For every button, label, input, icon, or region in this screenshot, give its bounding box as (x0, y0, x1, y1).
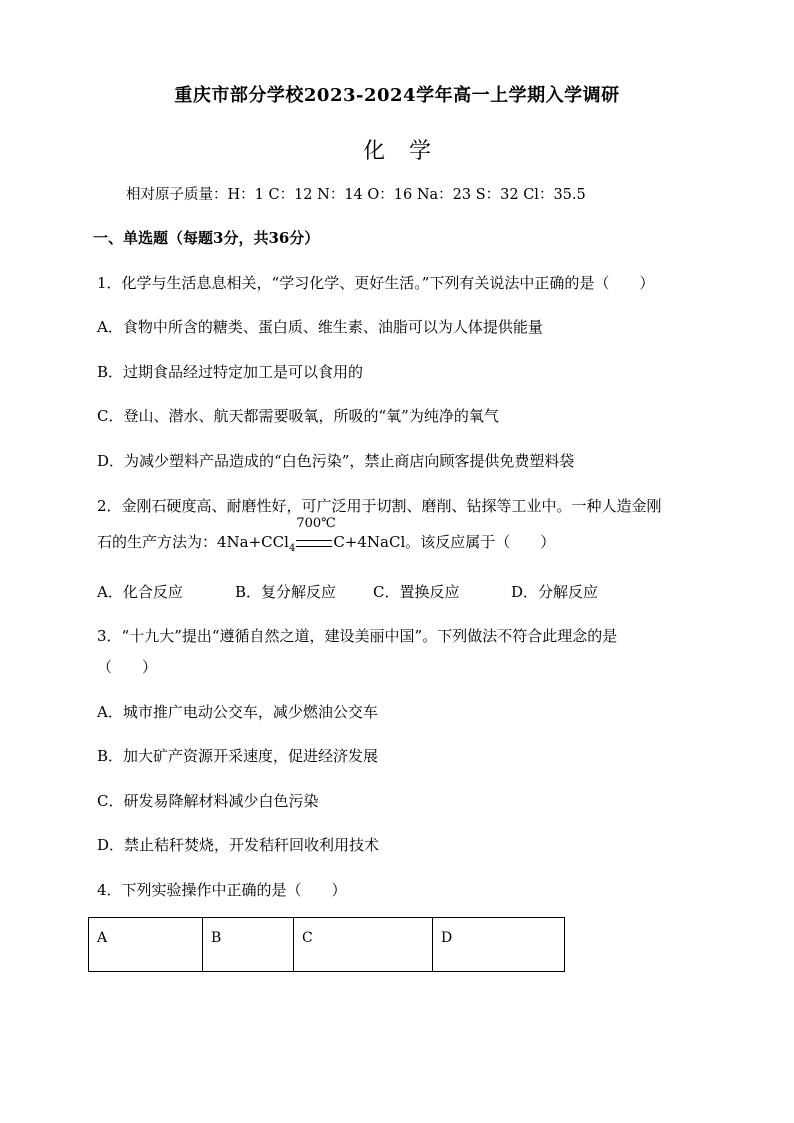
q4-cell-c: C (294, 918, 433, 972)
atomic-masses: 相对原子质量：H：1 C：12 N：14 O：16 Na：23 S：32 Cl：35.5 (126, 187, 586, 203)
q1-option-c: C．登山、潜水、航天都需要吸氧，所吸的“氧”为纯净的氧气 (97, 407, 499, 425)
q4-cell-a: A (89, 918, 203, 972)
q4-cell-d: D (433, 918, 565, 972)
q2-equation-products: C+4NaCl。该反应属于（ ） (333, 533, 556, 551)
q4-options-table (88, 917, 565, 972)
q1-stem: 1．化学与生活息息相关，“学习化学、更好生活。”下列有关说法中正确的是（ ） (97, 274, 655, 292)
table-row (89, 918, 565, 972)
section-title: 一、单选题（每题3分，共36分） (93, 229, 320, 247)
q3-option-a: A．城市推广电动公交车，减少燃油公交车 (97, 703, 378, 721)
exam-title: 重庆市部分学校2023-2024学年高一上学期入学调研 (174, 85, 620, 106)
q3-option-d: D．禁止秸秆焚烧，开发秸秆回收利用技术 (97, 836, 380, 854)
q2-stem-line1: 2．金刚石硬度高、耐磨性好，可广泛用于切割、磨削、钻探等工业中。一种人造金刚 (97, 497, 662, 515)
q3-stem-line1: 3．“十九大”提出“遵循自然之道，建设美丽中国”。下列做法不符合此理念的是 (97, 627, 618, 645)
reaction-condition (296, 516, 336, 551)
q3-option-b: B．加大矿产资源开采速度，促进经济发展 (97, 747, 379, 765)
reaction-equals-sign (296, 540, 332, 547)
q2-option-d: D．分解反应 (511, 583, 599, 601)
q1-option-d: D．为减少塑料产品造成的“白色污染”，禁止商店向顾客提供免费塑料袋 (97, 452, 575, 470)
q1-option-b: B．过期食品经过特定加工是可以食用的 (97, 363, 364, 381)
q3-stem-line2: （ ） (97, 658, 158, 676)
q2-subscript: 4 (288, 543, 296, 554)
q3-option-c: C．研发易降解材料减少白色污染 (97, 792, 319, 810)
q1-option-a: A．食物中所含的糖类、蛋白质、维生素、油脂可以为人体提供能量 (97, 318, 543, 336)
q2-option-a: A．化合反应 (97, 583, 183, 601)
q4-cell-b: B (203, 918, 294, 972)
q2-stem-line2 (97, 516, 556, 554)
subject-title: 化学 (362, 139, 455, 164)
reaction-temperature: 700℃ (296, 516, 336, 531)
q2-option-c: C．置换反应 (373, 583, 460, 601)
q2-option-b: B．复分解反应 (235, 583, 337, 601)
q2-equation-reactants: 石的生产方法为：4Na+CCl (97, 533, 289, 551)
q4-stem: 4．下列实验操作中正确的是（ ） (97, 881, 347, 899)
